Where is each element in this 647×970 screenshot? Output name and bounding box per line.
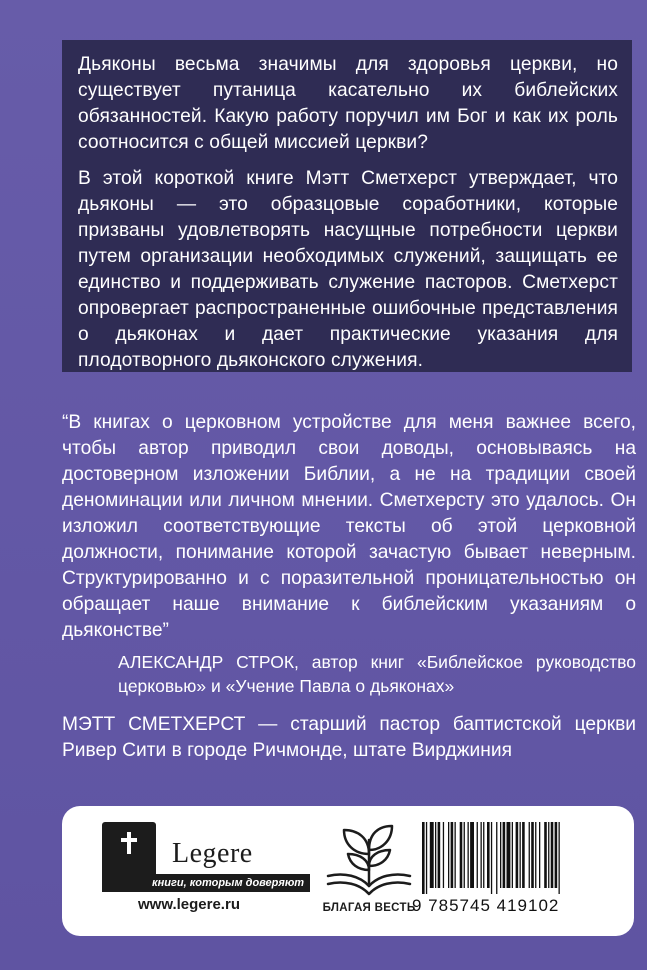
- barcode-bar: [455, 822, 456, 888]
- barcode-bar: [448, 822, 449, 888]
- barcode-bar: [548, 822, 549, 888]
- publisher-name: Legere: [172, 838, 253, 869]
- barcode-bar: [491, 822, 492, 894]
- barcode-bars: [412, 820, 608, 894]
- barcode-bar: [555, 822, 558, 888]
- plant-book-icon: [314, 820, 424, 900]
- barcode-bar: [435, 822, 436, 888]
- barcode-bar: [451, 822, 454, 888]
- barcode-bar: [460, 822, 463, 888]
- barcode-bar: [483, 822, 484, 888]
- barcode-digits: 9 785745 419102: [412, 896, 560, 915]
- barcode-bar: [522, 822, 525, 888]
- barcode-bar: [496, 822, 497, 894]
- barcode-bar: [438, 822, 441, 888]
- barcode-bar: [500, 822, 501, 888]
- barcode-bar: [468, 822, 469, 888]
- barcode-bar: [487, 822, 490, 888]
- barcode-bar: [477, 822, 478, 888]
- barcode-bar: [422, 822, 425, 894]
- barcode-bar: [559, 822, 560, 894]
- barcode-bar: [470, 822, 474, 888]
- publisher-url: www.legere.ru: [138, 896, 240, 913]
- barcode-bar: [539, 822, 540, 888]
- author-bio: МЭТТ СМЕТХЕРСТ — старший пастор баптистской церкви Ривер Сити в городе Ричмонде, штате Вирджиния: [62, 714, 636, 761]
- publisher-tagline: книги, которым доверяют: [102, 874, 310, 892]
- barcode-bar: [507, 822, 511, 888]
- endorsement: [62, 410, 636, 698]
- barcode-bar: [443, 822, 444, 888]
- barcode-bar: [516, 822, 519, 888]
- description-paragraph-1: Дьяконы весьма значимы для здоровья церкви, но существует путаница касательно их библейских обязанностей. Какую работу поручил им Бог и как их роль соотносится с общей миссией церкви?: [78, 54, 618, 153]
- barcode-bar: [544, 822, 547, 888]
- publisher-panel: [62, 806, 634, 936]
- barcode-bar: [430, 822, 434, 888]
- description-box: [62, 40, 632, 372]
- barcode-bar: [529, 822, 530, 888]
- blagaya-vest-logo: [314, 820, 424, 920]
- barcode-bar: [464, 822, 465, 888]
- partner-name: БЛАГАЯ ВЕСТЬ: [322, 902, 416, 914]
- description-paragraph-2: В этой короткой книге Мэтт Сметхерст утверждает, что дьяконы — это образцовые соработники, которые призваны удовлетворять насущные потребности церкви путем организации необходимых служений, защищать ее единство и поддерживать служение пасторов. Сметхерст опровергает распространенные ошибочные представления о дьяконах и дает практические указания для плодотворного дьяконского служения.: [78, 168, 618, 371]
- isbn-barcode: [412, 820, 608, 922]
- barcode-bar: [481, 822, 482, 888]
- barcode-bar: [551, 822, 554, 888]
- barcode-bar: [512, 822, 513, 888]
- endorsement-attribution: АЛЕКСАНДР СТРОК, автор книг «Библейское руководство церковью» и «Учение Павла о дьяконах»: [118, 652, 636, 696]
- barcode-bar: [535, 822, 536, 888]
- barcode-bar: [503, 822, 506, 888]
- barcode-bar: [531, 822, 534, 888]
- barcode-bar: [520, 822, 521, 888]
- barcode-bar: [426, 822, 427, 894]
- endorsement-quote: “В книгах о церковном устройстве для меня важнее всего, чтобы автор приводил свои доводы, основываясь на достоверном изложении Библии, а не на традиции своей деноминации или личном мнении. Сметхерсту это удалось. Он изложил соответствующие тексты об этой церковной должности, понимание которой зачастую бывает неверным. Структурированно и с поразительной проницательностью он обращает наше внимание к библейским указаниям о дьяконстве”: [62, 412, 636, 641]
